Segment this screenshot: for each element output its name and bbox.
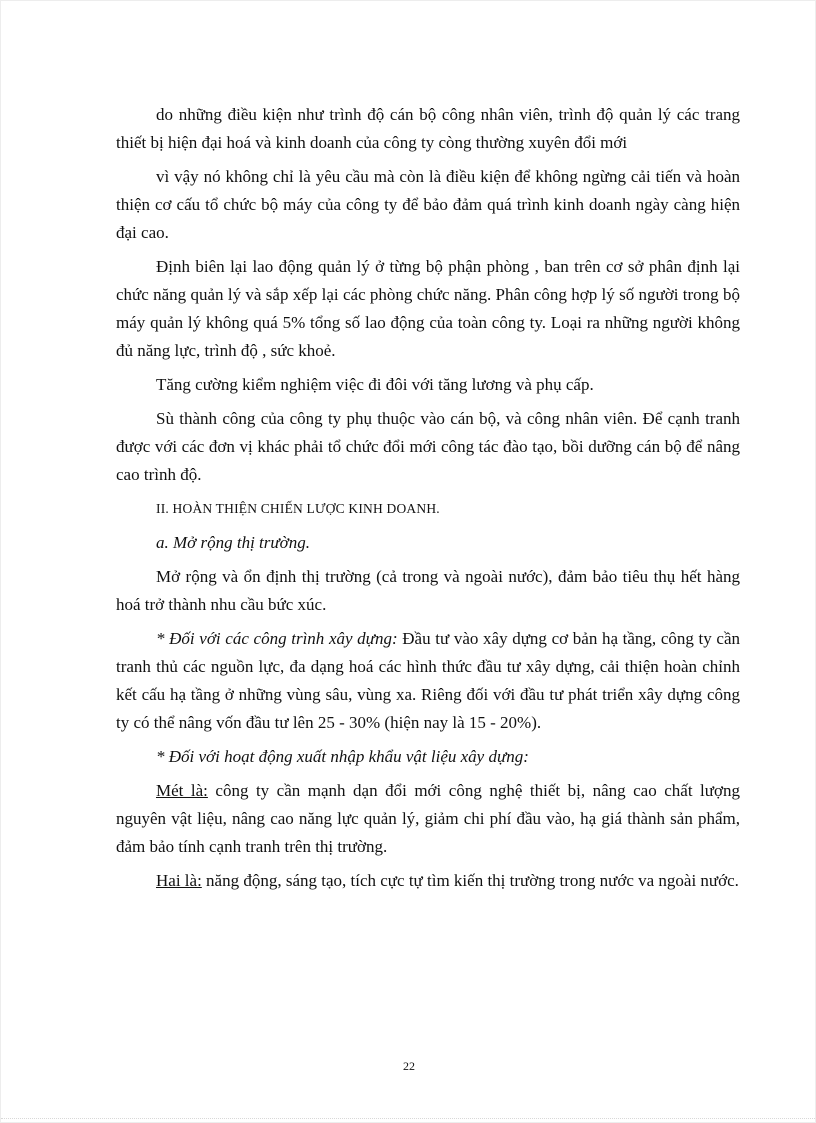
second-point-label: Hai là:: [156, 871, 202, 890]
first-point-text: công ty cần mạnh dạn đổi mới công nghệ thiết bị, nâng cao chất lượng nguyên vật liệu, nâng cao năng lực quản lý, giảm chi phí đầu vào, hạ giá thành sản phẩm, đảm bảo tính cạnh tranh trên thị trường.: [116, 781, 740, 856]
paragraph-4: Tăng cường kiểm nghiệm việc đi đôi với tăng lương và phụ cấp.: [156, 375, 594, 394]
paragraph-5: Sù thành công của công ty phụ thuộc vào cán bộ, và công nhân viên. Để cạnh tranh được với các đơn vị khác phải tổ chức đổi mới công tác đào tạo, bồi dưỡng cán bộ để nâng cao trình độ.: [116, 409, 740, 484]
paragraph-7: [116, 625, 740, 737]
page-bottom-divider: [1, 1118, 815, 1119]
subsection-heading: a. Mở rộng thị trường.: [156, 533, 310, 552]
paragraph-2: vì vậy nó không chỉ là yêu cầu mà còn là điều kiện để không ngừng cải tiến và hoàn thiện cơ cấu tổ chức bộ máy của công ty để bảo đảm quá trình kinh doanh ngày càng hiện đại cao.: [116, 167, 740, 242]
paragraph-8: * Đối với hoạt động xuất nhập khẩu vật liệu xây dựng:: [156, 747, 529, 766]
paragraph-1: do những điều kiện như trình độ cán bộ công nhân viên, trình độ quản lý các trang thiết bị hiện đại hoá và kinh doanh của công ty còng thường xuyên đổi mới: [116, 105, 740, 152]
paragraph-10: [116, 867, 740, 895]
paragraph-3: Định biên lại lao động quản lý ở từng bộ phận phòng , ban trên cơ sở phân định lại chức năng quản lý và sắp xếp lại các phòng chức năng. Phân công hợp lý số người trong bộ máy quản lý không quá 5% tổng số lao động của toàn công ty. Loại ra những người không đủ năng lực, trình độ , sức khoẻ.: [116, 257, 740, 360]
construction-label: * Đối với các công trình xây dựng:: [156, 629, 398, 648]
second-point-text: năng động, sáng tạo, tích cực tự tìm kiến thị trường trong nước va ngoài nước.: [201, 871, 739, 890]
page-number: 22: [403, 1059, 415, 1073]
paragraph-9: [116, 777, 740, 861]
first-point-label: Mét là:: [156, 781, 208, 800]
document-body: [116, 101, 740, 901]
paragraph-6: Mở rộng và ổn định thị trường (cả trong và ngoài nước), đảm bảo tiêu thụ hết hàng hoá trở thành nhu cầu bức xúc.: [116, 567, 740, 614]
section-heading: II. HOÀN THIỆN CHIẾN LƯỢC KINH DOANH.: [156, 501, 440, 516]
construction-text: Đầu tư vào xây dựng cơ bản hạ tầng, công ty cần tranh thủ các nguồn lực, đa dạng hoá các hình thức đầu tư xây dựng, cải thiện hoàn chỉnh kết cấu hạ tầng ở những vùng sâu, vùng xa. Riêng đối với đầu tư phát triển xây dựng công ty có thể nâng vốn đầu tư lên 25 - 30% (hiện nay là 15 - 20%).: [116, 629, 740, 732]
